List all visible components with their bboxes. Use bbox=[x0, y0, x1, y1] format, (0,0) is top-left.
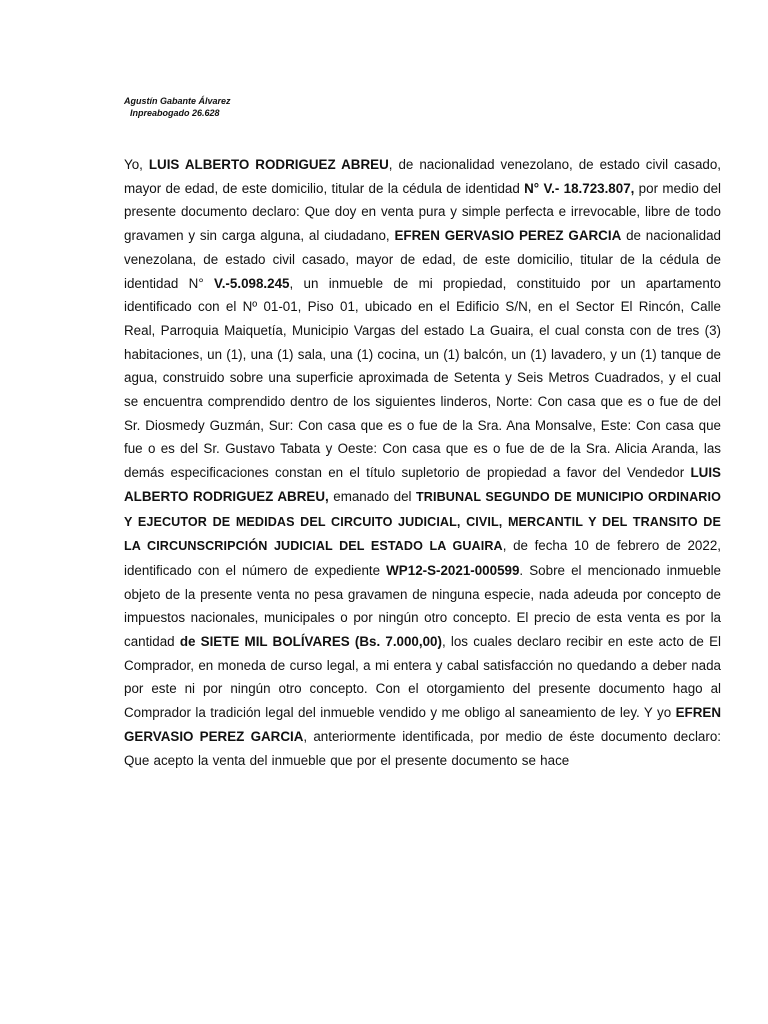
text-segment: emanado del bbox=[328, 488, 417, 504]
seller-id: N° V.- 18.723.807, bbox=[524, 180, 635, 196]
buyer-id: V.-5.098.245 bbox=[214, 275, 290, 291]
text-segment: por medio del presente documento declaro: Que doy en venta pura y simple perfecta e irrevocable, libre de todo gravamen y sin carga alguna, al ciudadano, bbox=[124, 180, 721, 244]
text-segment: , los cuales declaro recibir en este acto de El Comprador, en moneda de curso legal, a mi entera y cabal satisfacción no quedando a deber nada por este ni por ningún otro concepto. Con el otorgamiento del presente documento hago al Comprador la tradición legal del inmueble vendido y me obligo al saneamiento de ley. Y yo bbox=[124, 634, 721, 721]
text-segment: , un inmueble de mi propiedad, constituido por un apartamento identificado con el Nº 01-01, Piso 01, ubicado en el Edificio S/N, en el Sector El Rincón, Calle Real, Parroquia Maiquetía, Municipio Vargas del estado La Guaira, el cual consta con de tres (3) habitaciones, un (1), una (1) sala, una (1) cocina, un (1) balcón, un (1) lavadero, y un (1) tanque de agua, construido sobre una superficie aproximada de Setenta y Seis Metros Cuadrados, y el cual se encuentra comprendido dentro de los siguientes linderos, Norte: Con casa que es o fue de del Sr. Diosmedy Guzmán, Sur: Con casa que es o fue de la Sra. Ana Monsalve, Este: Con casa que fue o es del Sr. Gustavo Tabata y Oeste: Con casa que es o fue de de la Sra. Alicia Aranda, las demás especificaciones constan en el título supletorio de propiedad a favor del Vendedor bbox=[124, 275, 721, 481]
case-number: WP12-S-2021-000599 bbox=[386, 562, 520, 578]
author-name: Agustín Gabante Álvarez bbox=[124, 96, 231, 106]
text-segment: . Sobre el mencionado inmueble objeto de la presente venta no pesa gravamen de ninguna especie, nada adeuda por concepto de impuestos nacionales, municipales o por ningún otro concepto. El precio de esta venta es por la cantidad bbox=[124, 562, 721, 650]
sale-document-body bbox=[124, 153, 721, 772]
author-registration: Inpreabogado 26.628 bbox=[130, 108, 220, 118]
text-segment: , de fecha 10 de febrero de 2022, identificado con el número de expediente bbox=[124, 538, 721, 578]
court-name: TRIBUNAL SEGUNDO DE MUNICIPIO ORDINARIO Y EJECUTOR DE MEDIDAS DEL CIRCUITO JUDICIAL, CIVIL, MERCANTIL Y DEL TRANSITO DE LA CIRCUNSCRIPCIÓN JUDICIAL DEL ESTADO LA GUAIRA bbox=[124, 489, 721, 554]
text-segment: , anteriormente identificada, por medio de éste documento declaro: Que acepto la venta del inmueble que por el presente documento se hace bbox=[124, 728, 721, 768]
text-segment: Yo, bbox=[124, 157, 149, 172]
text-segment: , de nacionalidad venezolano, de estado civil casado, mayor de edad, de este domicilio, titular de la cédula de identidad bbox=[124, 157, 722, 196]
letterhead bbox=[124, 95, 231, 119]
sale-price: de SIETE MIL BOLÍVARES (Bs. 7.000,00) bbox=[179, 634, 442, 650]
seller-name: LUIS ALBERTO RODRIGUEZ ABREU bbox=[148, 157, 389, 172]
buyer-name: EFREN GERVASIO PEREZ GARCIA bbox=[394, 228, 622, 244]
text-segment: de nacionalidad venezolana, de estado civil casado, mayor de edad, de este domicilio, titular de la cédula de identidad N° bbox=[124, 228, 721, 291]
buyer-name-repeat: EFREN GERVASIO PEREZ GARCIA bbox=[124, 705, 721, 744]
seller-name-repeat: LUIS ALBERTO RODRIGUEZ ABREU, bbox=[124, 465, 721, 504]
